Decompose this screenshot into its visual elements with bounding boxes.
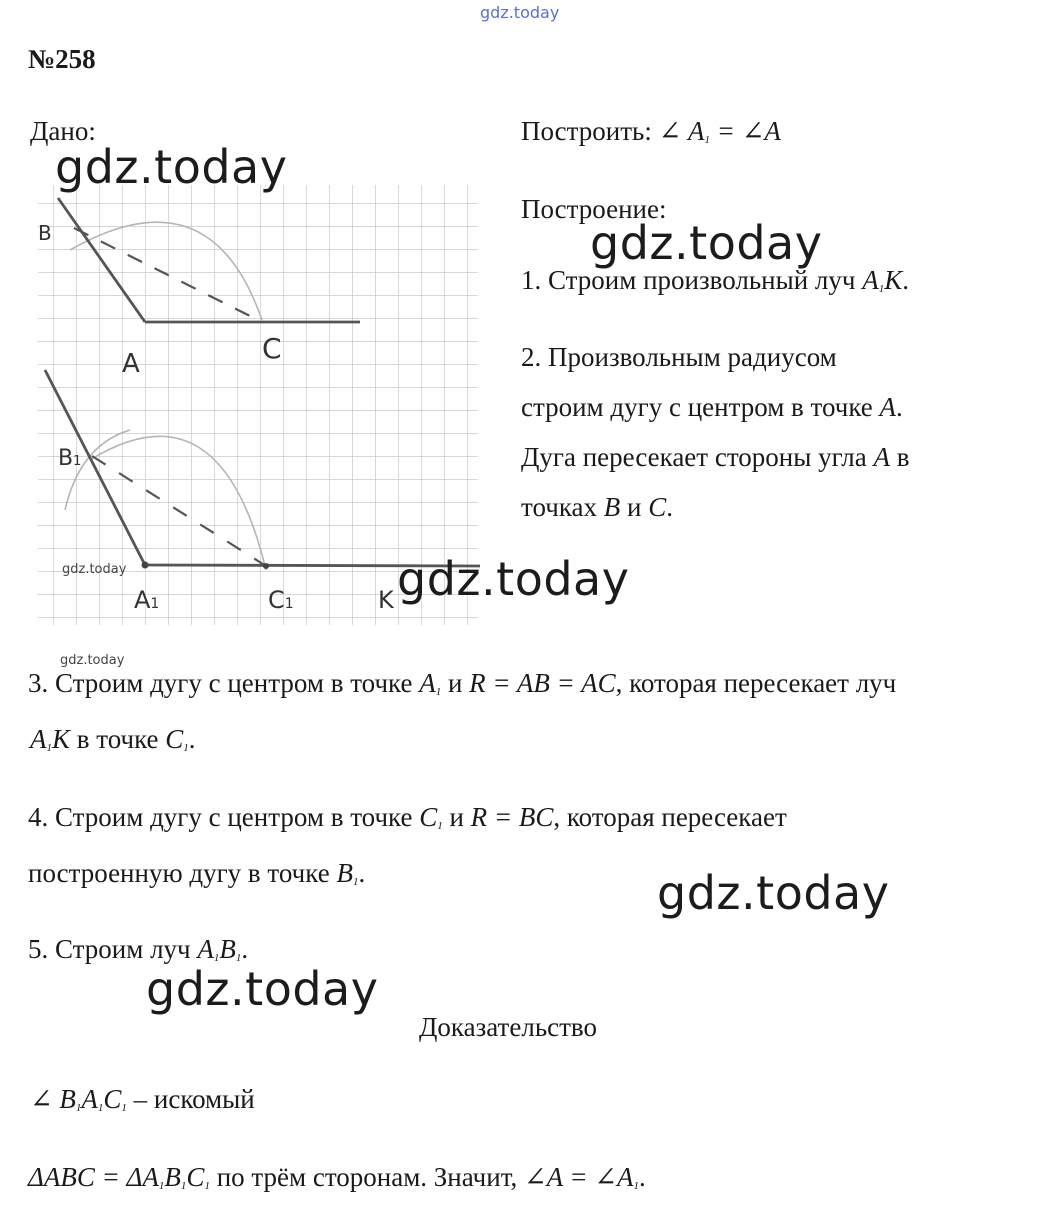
construct-lhs-sub: 1 — [704, 134, 710, 146]
proof-line-2: $\Delta ABC = \Delta A_1B_1C_1$ по трём сторонам. Значит, ∠A = $\angle A_1$. — [28, 1162, 646, 1192]
step-5: 5. Строим луч $A_1B_1$. — [28, 934, 249, 964]
construct-lhs: ∠ A — [658, 116, 705, 146]
label-A1: A1 — [134, 586, 160, 614]
point-C1 — [263, 563, 269, 569]
watermark-5: gdz.today — [146, 962, 379, 1016]
step-1: 1. Строим произвольный луч $A_1K$. — [521, 265, 909, 295]
step-2-line-4: точках B и C. — [521, 492, 673, 522]
problem-number: №258 — [28, 44, 96, 74]
proof-line-1: ∠ $B_1A_1C_1$ – искомый — [30, 1084, 255, 1114]
given-label: Дано: — [30, 116, 96, 146]
step-3-line-2: $A_1K$ в точке $C_1$. — [30, 724, 196, 754]
watermark-small-1: gdz.today — [62, 562, 127, 577]
point-A1 — [142, 562, 149, 569]
watermark-small-2: gdz.today — [60, 653, 125, 668]
step-3-line-1: 3. Строим дугу с центром в точке $A_1$ и R = AB = AC, которая пересекает луч — [28, 668, 897, 698]
step-2-line-2: строим дугу с центром в точке A. — [521, 392, 903, 422]
watermark-4: gdz.today — [657, 866, 890, 920]
construct-rhs: = ∠A — [716, 116, 781, 146]
label-B: B — [38, 221, 52, 245]
label-K: K — [378, 586, 394, 614]
label-C1: C1 — [268, 586, 294, 614]
step-4-line-1: 4. Строим дугу с центром в точке $C_1$ и R = BC, которая пересекает — [28, 802, 787, 832]
construct-title: Построить: — [521, 116, 652, 146]
step-4-line-2: построенную дугу в точке $B_1$. — [28, 858, 366, 888]
construction-title: Построение: — [521, 194, 667, 224]
proof-title: Доказательство — [419, 1012, 597, 1042]
watermark-2: gdz.today — [590, 216, 823, 270]
watermark-3: gdz.today — [397, 552, 630, 606]
step-2-line-3: Дуга пересекает стороны угла A в — [521, 442, 910, 472]
label-B1: B1 — [58, 446, 82, 471]
construct-statement — [521, 116, 781, 147]
watermark-top: gdz.today — [480, 3, 560, 22]
label-C: C — [262, 332, 282, 365]
label-A: A — [122, 349, 140, 379]
watermark-1: gdz.today — [55, 140, 288, 194]
step-2-line-1: 2. Произвольным радиусом — [521, 342, 837, 372]
